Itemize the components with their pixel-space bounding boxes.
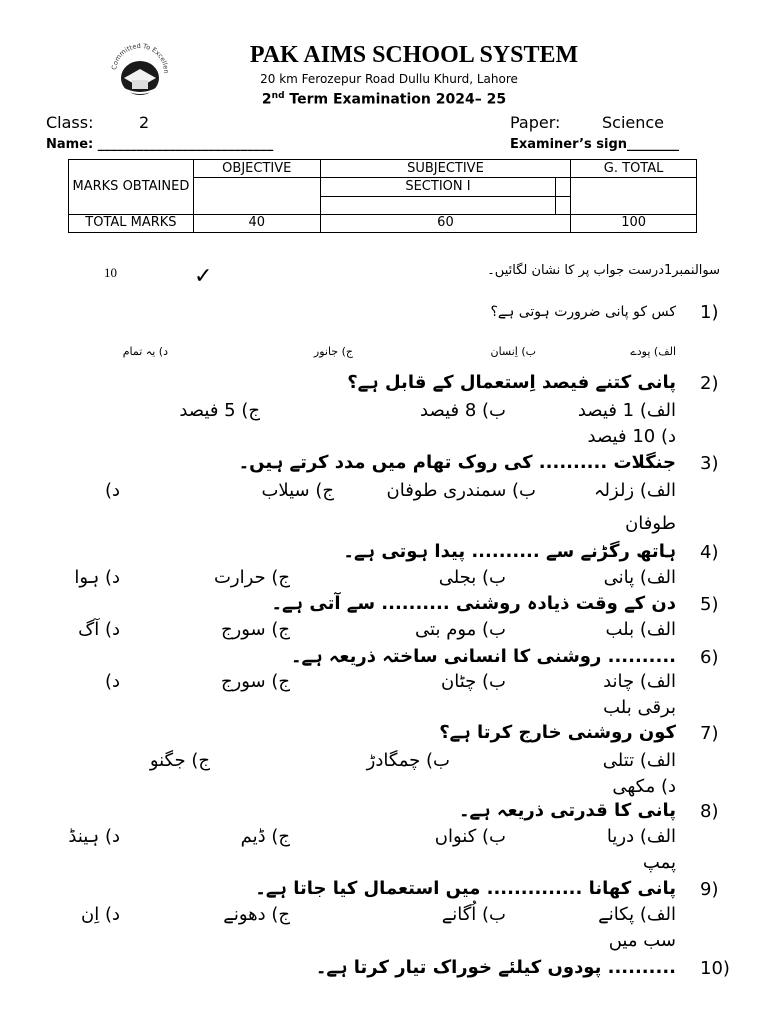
- option-be: ب) کنواں: [434, 826, 506, 847]
- option-dal: د) اِن: [81, 904, 120, 925]
- instruction-marks: 10: [104, 265, 117, 280]
- school-address: 20 km Ferozepur Road Dullu Khurd, Lahore: [260, 72, 518, 86]
- question-text: دن کے وقت ذیادہ روشنی .......... سے آتی ہے۔: [271, 593, 676, 614]
- g-total-obtained-cell: [571, 178, 697, 215]
- question-number: 9): [700, 879, 719, 900]
- question-number: 7): [700, 723, 719, 744]
- g-total-header: G. TOTAL: [571, 160, 697, 178]
- class-label: Class:: [46, 113, 94, 132]
- option-jeem: ج) 5 فیصد: [179, 400, 260, 421]
- option-alif: الف) پودے: [630, 345, 676, 358]
- option-be: ب) اُگانے: [441, 904, 506, 925]
- option-alif: الف) دریا: [606, 826, 676, 847]
- exam-sup: nd: [271, 91, 285, 101]
- option-be: ب) اِنسان: [490, 345, 536, 358]
- question-text: پانی کھانا .............. میں استعمال کیا جاتا ہے۔: [255, 878, 676, 899]
- option-be: ب) 8 فیصد: [420, 400, 506, 421]
- question-number: 2): [700, 373, 719, 394]
- question-number: 10): [700, 958, 730, 979]
- question-number: 5): [700, 594, 719, 615]
- option-alif: الف) 1 فیصد: [577, 400, 676, 421]
- option-be: ب) چٹان: [441, 671, 506, 692]
- question-number: 3): [700, 453, 719, 474]
- exam-prefix: 2: [261, 91, 272, 108]
- option-dal-continued: برقی بلب: [603, 697, 676, 718]
- marks-table: [68, 159, 697, 233]
- option-alif: الف) زلزلہ: [593, 480, 676, 501]
- option-be: ب) بجلی: [438, 567, 506, 588]
- question-text: پانی کا قدرتی ذریعہ ہے۔: [458, 800, 676, 821]
- name-field: Name: ___________________________: [46, 137, 274, 152]
- option-jeem: ج) ڈیم: [240, 826, 290, 847]
- paper-label: Paper:: [510, 113, 561, 132]
- option-jeem: ج) حرارت: [213, 567, 290, 588]
- subjective-header: SUBJECTIVE: [320, 160, 571, 178]
- g-total-value: 100: [571, 214, 697, 232]
- question-text: .......... پودوں کیلئے خوراک تیار کرتا ہے۔: [315, 957, 676, 978]
- section-obtained-extra-cell: [556, 196, 571, 214]
- option-alif: الف) تتلی: [602, 750, 676, 771]
- question-number: 1): [700, 302, 719, 323]
- question-text: کون روشنی خارج کرتا ہے؟: [439, 722, 676, 743]
- option-dal: د) ہوا: [74, 567, 120, 588]
- question-number: 6): [700, 647, 719, 668]
- paper-value: Science: [602, 113, 665, 132]
- section-obtained-cell: [320, 196, 556, 214]
- total-marks-label: TOTAL MARKS: [69, 214, 194, 232]
- question-number: 4): [700, 542, 719, 563]
- section-extra-cell: [556, 178, 571, 196]
- option-jeem: ج) سیلاب: [261, 480, 334, 501]
- subjective-total: 60: [320, 214, 571, 232]
- option-jeem: ج) سورج: [220, 619, 290, 640]
- option-dal: د): [104, 671, 120, 692]
- section-header: SECTION I: [320, 178, 556, 196]
- option-jeem: ج) جگنو: [149, 750, 210, 771]
- option-jeem: ج) سورج: [220, 671, 290, 692]
- question-text: ہاتھ رگڑنے سے .......... پیدا ہوتی ہے۔: [343, 541, 676, 562]
- option-be: ب) چمگادڑ: [366, 750, 450, 771]
- tick-icon: ✓: [194, 264, 213, 289]
- option-dal: د): [104, 480, 120, 501]
- instruction-text: سوالنمبر1درست جواب پر کا نشان لگائیں۔: [487, 263, 720, 278]
- logo-text: Committed To Excellen: [110, 42, 170, 74]
- objective-header: OBJECTIVE: [193, 160, 320, 178]
- option-dal: د) ہینڈ: [68, 826, 120, 847]
- objective-total: 40: [193, 214, 320, 232]
- option-dal-continued: پمپ: [642, 852, 676, 873]
- school-name: PAK AIMS SCHOOL SYSTEM: [249, 42, 579, 68]
- exam-rest: Term Examination 2024– 25: [284, 91, 507, 108]
- option-dal: د) مکھی: [612, 776, 676, 797]
- option-dal-continued: طوفان: [625, 513, 676, 534]
- option-dal: د) 10 فیصد: [587, 426, 676, 447]
- marks-obtained-label: MARKS OBTAINED: [69, 160, 194, 215]
- option-dal-continued: سب میں: [608, 930, 676, 951]
- class-value: 2: [139, 113, 150, 132]
- objective-obtained-cell: [193, 178, 320, 215]
- option-alif: الف) بلب: [605, 619, 676, 640]
- question-text: پانی کتنے فیصد اِستعمال کے قابل ہے؟: [347, 372, 676, 393]
- question-text: .......... روشنی کا انسانی ساختہ ذریعہ ہے۔: [290, 646, 676, 667]
- option-alif: الف) چاند: [603, 671, 676, 692]
- question-text: کس کو پانی ضرورت ہوتی ہے؟: [490, 304, 676, 320]
- question-text: جنگلات .......... کی روک تھام میں مدد کرتے ہیں۔: [238, 452, 676, 473]
- exam-title: [0, 91, 768, 108]
- question-number: 8): [700, 801, 719, 822]
- option-dal: د) یہ تمام: [122, 345, 168, 358]
- option-alif: الف) پانی: [603, 567, 676, 588]
- option-alif: الف) پکانے: [598, 904, 676, 925]
- examiner-sign: Examiner’s sign________: [510, 137, 680, 152]
- option-jeem: ج) دھونے: [223, 904, 290, 925]
- option-jeem: ج) جانور: [313, 345, 353, 358]
- option-be: ب) سمندری طوفان: [386, 480, 536, 501]
- option-be: ب) موم بتی: [415, 619, 506, 640]
- option-dal: د) آگ: [78, 619, 120, 640]
